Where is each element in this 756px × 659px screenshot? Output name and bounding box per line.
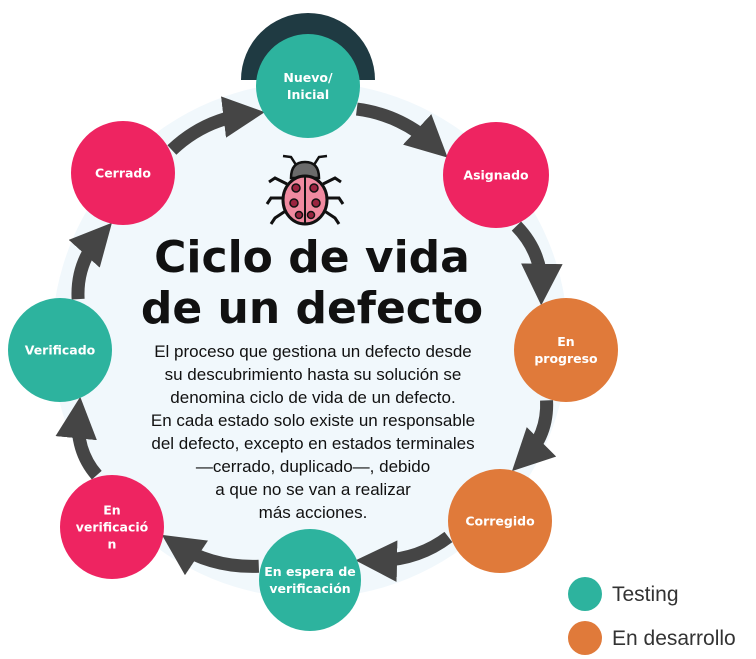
state-en-verificacion-label: verificació — [75, 519, 149, 535]
state-verificado-label: Verificado — [24, 342, 96, 358]
legend-testing — [568, 577, 679, 611]
state-asignado-label: Asignado — [463, 167, 529, 183]
state-nuevo-inicial-label: Nuevo/ — [283, 70, 333, 85]
state-en-progreso-circle — [514, 298, 618, 402]
description-line: a que no se van a realizar — [215, 480, 411, 499]
title-line-1: Ciclo de vida — [154, 232, 470, 283]
state-en-espera-de-verificacion-label: En espera de — [264, 564, 356, 579]
description-line: En cada estado solo existe un responsable — [150, 411, 476, 430]
state-en-progreso-label: En — [557, 334, 575, 349]
state-cerrado-label: Cerrado — [95, 165, 151, 181]
state-en-progreso-label: progreso — [534, 351, 598, 366]
state-en-verificacion — [60, 475, 164, 579]
description-line: su descubrimiento hasta su solución se — [164, 365, 462, 384]
description-line: denomina ciclo de vida de un defecto. — [170, 388, 456, 407]
state-nuevo-inicial — [256, 34, 360, 138]
title-line-2: de un defecto — [140, 283, 484, 334]
state-en-progreso — [514, 298, 618, 402]
description-line: más acciones. — [258, 503, 368, 522]
diagram-title — [141, 232, 483, 334]
state-cerrado — [71, 121, 175, 225]
state-verificado — [8, 298, 112, 402]
state-en-verificacion-label: En — [103, 502, 121, 518]
description-line: del defecto, excepto en estados terminales — [151, 434, 475, 453]
legend-en-desarrollo-swatch — [568, 621, 602, 655]
legend-testing-label: Testing — [612, 583, 679, 606]
description-line: —cerrado, duplicado—, debido — [195, 457, 431, 476]
legend-testing-swatch — [568, 577, 602, 611]
legend-en-desarrollo — [568, 621, 736, 655]
legend — [568, 577, 736, 655]
state-en-verificacion-label: n — [107, 536, 117, 552]
description-line: El proceso que gestiona un defecto desde — [154, 342, 472, 361]
state-asignado — [443, 122, 549, 228]
state-en-espera-de-verificacion — [259, 529, 361, 631]
state-nuevo-inicial-circle — [256, 34, 360, 138]
state-en-espera-de-verificacion-label: verificación — [269, 581, 351, 596]
legend-en-desarrollo-label: En desarrollo — [612, 627, 736, 650]
state-corregido-label: Corregido — [465, 513, 535, 529]
state-corregido — [448, 469, 552, 573]
state-nuevo-inicial-label: Inicial — [286, 87, 330, 102]
state-en-espera-de-verificacion-circle — [259, 529, 361, 631]
